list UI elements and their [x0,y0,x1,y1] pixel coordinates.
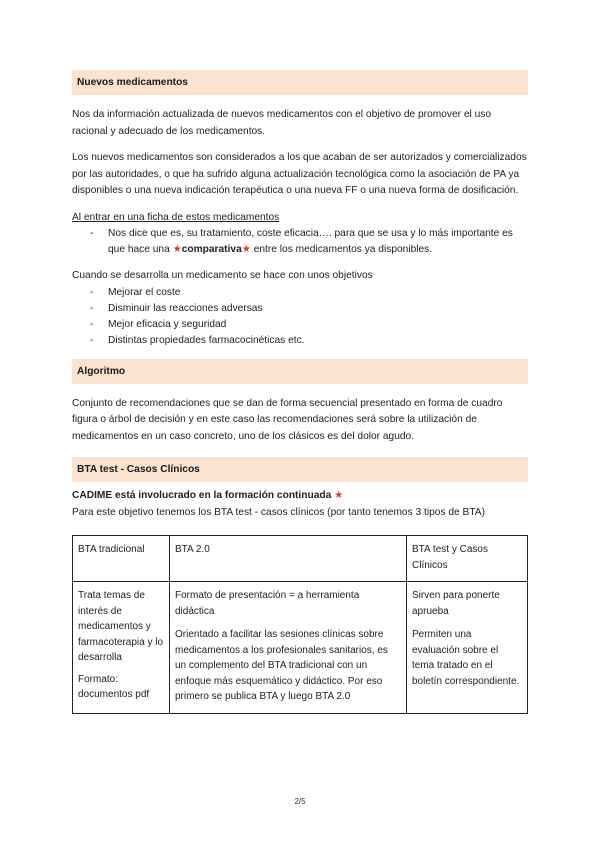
table-header-cell: BTA tradicional [73,536,170,582]
table-header-cell: BTA test y Casos Clínicos [407,536,528,582]
table-header-row [73,536,528,582]
star-icon: ★ [334,490,344,501]
nuevos-intro-paragraph: Nos da información actualizada de nuevos medicamentos con el objetivo de promover el uso racional y adecuado de los medicamentos. [72,109,492,137]
cell-paragraph: Formato: documentos pdf [78,673,150,700]
cell-paragraph: Permiten una evaluación sobre el tema tratado en el boletín correspondiente. [412,629,520,687]
algoritmo-paragraph: Conjunto de recomendaciones que se dan de forma secuencial presentado en forma de cuadro figura o árbol de decisión y en este caso las recomendaciones será sobre la utilización de medicamentos en un caso concreto, uno de los clásicos es del dolor agudo. [72,397,503,442]
cell-paragraph: Sirven para ponerte aprueba [412,590,500,617]
table-header-cell: BTA 2.0 [170,536,407,582]
section-heading-nuevos-medicamentos: Nuevos medicamentos [72,70,528,95]
list-item [72,333,528,349]
table-cell-bta-test [407,582,528,714]
cell-paragraph: Trata temas de interés de medicamentos y farmacoterapia y lo desarrolla [78,590,164,663]
bta-paragraph: Para este objetivo tenemos los BTA test - casos clínicos (por tanto tenemos 3 tipos de BTA) [72,506,485,518]
dash-bullet-icon: - [90,318,94,330]
objetivo-text: Mejorar el coste [108,286,181,298]
dash-bullet-icon: - [90,302,94,314]
list-item [72,226,528,258]
dash-bullet-icon: - [90,228,94,239]
page-number: 2/5 [294,797,306,806]
ficha-subtitle: Al entrar en una ficha de estos medicamentos [72,211,280,223]
table-cell-bta-2-0 [170,582,407,714]
table-row [73,582,528,714]
cell-paragraph: Formato de presentación = a herramienta didáctica [175,590,360,617]
bta-comparison-table [72,535,528,714]
ficha-text-bold: comparativa [181,244,242,255]
section-heading-algoritmo: Algoritmo [72,359,528,384]
ficha-list [72,226,528,258]
list-item [72,285,528,301]
document-page [72,70,528,714]
bta-bold-line [72,488,528,505]
ficha-text-pre: Nos dice que es, su tratamiento, coste eficacia…. para que se usa y lo más importante es que hace una [108,228,513,255]
objetivo-text: Disminuir las reacciones adversas [108,302,263,314]
nuevos-definition-paragraph: Los nuevos medicamentos son considerados a los que acaban de ser autorizados y comercializados por las autoridades, o que ha sufrido alguna actualización tecnológica como la asociación de PA ya disponibles o una nueva indicación terapéutica o una nueva FF o una nueva forma de dosificación. [72,152,527,196]
objetivo-text: Distintas propiedades farmacocinéticas etc. [108,334,305,346]
table-cell-bta-tradicional [73,582,170,714]
cell-paragraph: Orientado a facilitar las sesiones clínicas sobre medicamentos a los profesionales sanitarios, es un complemento del BTA tradicional con un enfoque más esquemático y didáctico. Por eso primero se publica BTA y luego BTA 2.0 [175,629,388,702]
dash-bullet-icon: - [90,286,94,298]
dash-bullet-icon: - [90,334,94,346]
objetivos-intro: Cuando se desarrolla un medicamento se hace con unos objetivos [72,270,373,281]
objetivos-list [72,285,528,349]
list-item [72,301,528,317]
star-icon: ★ [172,244,182,255]
objetivo-text: Mejor eficacia y seguridad [108,318,227,330]
bta-bold-text: CADIME está involucrado en la formación continuada [72,490,332,501]
star-icon: ★ [241,244,251,255]
section-heading-bta: BTA test - Casos Clínicos [72,457,528,482]
list-item [72,317,528,333]
ficha-text-post: entre los medicamentos ya disponibles. [250,244,433,255]
